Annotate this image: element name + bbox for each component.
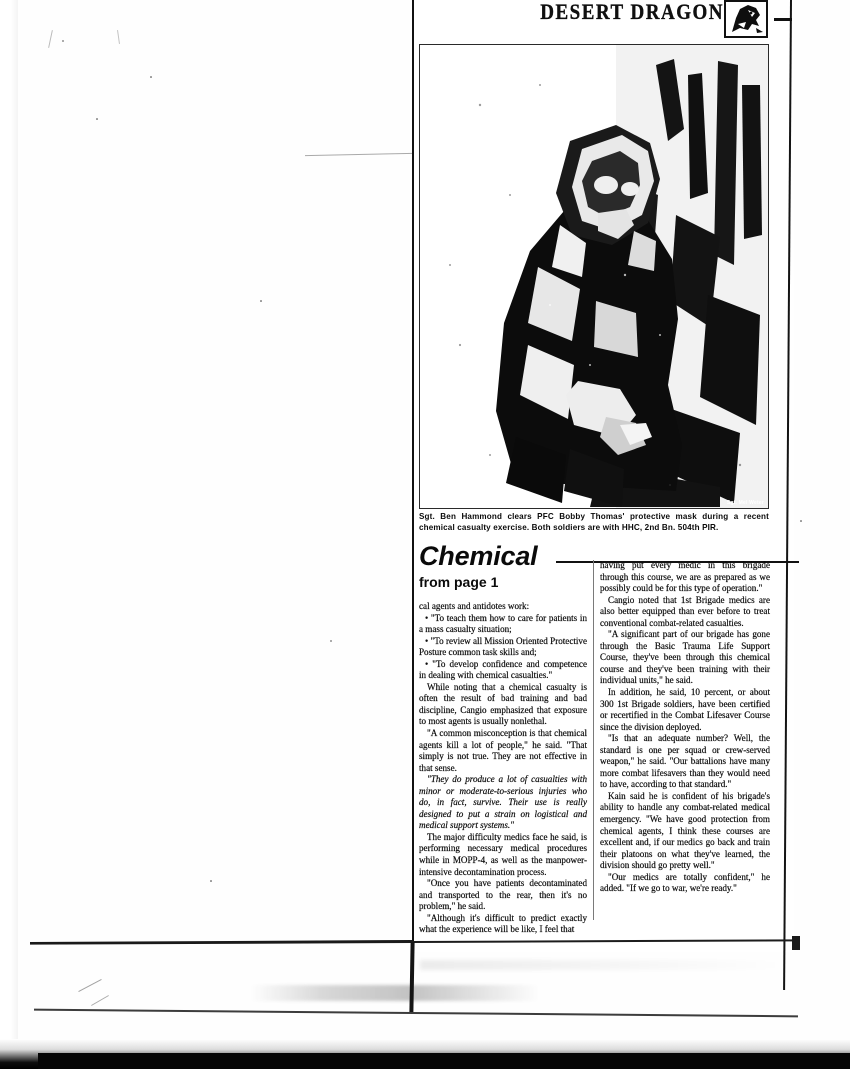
article-paragraph: "Is that an adequate number? Well, the standard is one per squad or crew-served weapon," he said. "Our battalions have many more combat lifesavers than they would need to have, according to that standard.": [600, 733, 770, 790]
article-paragraph: In addition, he said, 10 percent, or about 300 1st Brigade soldiers, have been certified or recertified in the Combat Lifesaver Course since the division deployed.: [600, 687, 770, 732]
article-paragraph: • "To develop confidence and competence in dealing with chemical casualties.": [419, 658, 587, 681]
article-paragraph: • "To teach them how to care for patients in a mass casualty situation;: [419, 612, 587, 635]
masthead-rule: [774, 18, 792, 21]
article-paragraph: While noting that a chemical casualty is often the result of bad training and bad discipline, Cangio emphasized that exposure to most agents is usually nonlethal.: [419, 681, 587, 727]
article-paragraph: The major difficulty medics face he said, is performing necessary medical procedures while in MOPP-4, as well as the manpower-intensive decontamination process.: [419, 831, 587, 877]
scan-speckle: [800, 520, 802, 522]
scan-smudge: [250, 985, 540, 1001]
article-photo: [419, 44, 769, 509]
article-paragraph: "Our medics are totally confident," he added. "If we go to war, we're ready.": [600, 871, 770, 894]
photo-credit: Sgt. Mel Weter: [726, 500, 764, 506]
photo-caption: Sgt. Ben Hammond clears PFC Bobby Thomas' protective mask during a recent chemical casualty exercise. Both soldiers are with HHC, 2nd Bn. 504th PIR.: [419, 512, 769, 532]
article-paragraph: having put every medic in this brigade through this course, we are as prepared as we possibly could be for this type of operation.": [600, 560, 770, 594]
article-paragraph: "Although it's difficult to predict exactly what the experience will be like, I feel that: [419, 912, 587, 935]
article-paragraph: Kain said he is confident of his brigade's ability to handle any combat-related medical emergency. "We have good protection from chemical agents, I think these courses are excellent and, if our medics go back and train their platoons on what they've learned, the division should go pretty well.": [600, 790, 770, 871]
page-title: Chemical: [419, 541, 538, 571]
article-paragraph: "Once you have patients decontaminated and transported to the rear, then it's no problem," he said.: [419, 878, 587, 912]
article-column-right: [600, 560, 770, 895]
masthead-title: DESERT DRAGON: [540, 0, 724, 25]
scan-speckle: [96, 118, 98, 120]
scan-speckle: [260, 300, 262, 302]
scan-speckle: [62, 40, 64, 42]
scan-smudge: [420, 960, 790, 970]
scan-bottom-black-band: [38, 1053, 850, 1069]
article-column-left: [419, 601, 587, 936]
scan-speckle: [210, 880, 212, 882]
dragon-head-icon: [724, 0, 768, 38]
article-paragraph: "A significant part of our brigade has gone through the Basic Trauma Life Support Course, they've been through this chemical course and they've been training with their individual units," he said.: [600, 629, 770, 686]
scan-left-edge: [0, 0, 18, 1069]
article-paragraph: "A common misconception is that chemical agents kill a lot of people," he said. "That simply is not true. They are not effective in that sense.: [419, 728, 587, 773]
article-paragraph: cal agents and antidotes work:: [419, 601, 530, 611]
article-paragraph-italic: "They do produce a lot of casualties with minor or moderate-to-serious injuries who do, in fact, survive. Their use is really designed to put a strain on logistical and medical support systems.": [419, 774, 587, 831]
column-divider: [593, 560, 594, 920]
scan-speckle: [150, 76, 152, 78]
article-paragraph: • "To review all Mission Oriented Protective Posture common task skills and;: [419, 635, 587, 658]
scan-edge-mark: [792, 936, 800, 950]
article-paragraph: Cangio noted that 1st Brigade medics are also better equipped than ever before to treat conventional combat-related casualties.: [600, 594, 770, 628]
masthead: [412, 0, 792, 34]
clipping-left-edge: [412, 0, 414, 952]
jumpline: from page 1: [419, 574, 499, 590]
scan-speckle: [330, 640, 332, 642]
